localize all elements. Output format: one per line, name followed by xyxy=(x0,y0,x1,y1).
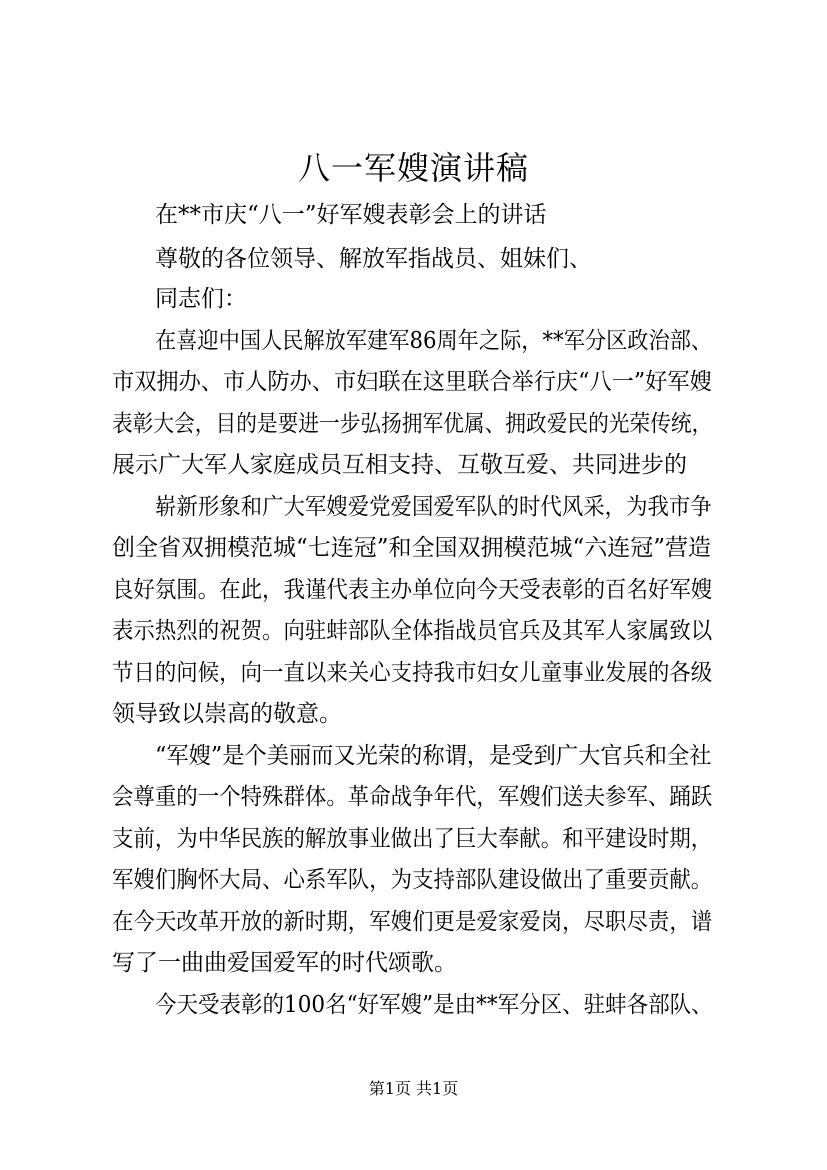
text-line: 写了一曲曲爱国爱军的时代颂歌。 xyxy=(112,950,457,976)
document-title: 八一军嫂演讲稿 xyxy=(297,149,529,187)
text-line: 市双拥办、市人防办、市妇联在这里联合举行庆“八一”好军嫂 xyxy=(112,369,712,395)
text-line: 表示热烈的祝贺。向驻蚌部队全体指战员官兵及其军人家属致以 xyxy=(112,618,713,644)
text-line: “军嫂”是个美丽而又光荣的称谓，是受到广大官兵和全社 xyxy=(155,743,712,769)
text-line: 展示广大军人家庭成员互相支持、互敬互爱、共同进步的 xyxy=(112,452,687,478)
text-line: 会尊重的一个特殊群体。革命战争年代，军嫂们送夫参军、踊跃 xyxy=(112,784,713,810)
page-footer: 第1页 共1页 xyxy=(368,1079,459,1098)
text-line: 节日的问候，向一直以来关心支持我市妇女儿童事业发展的各级 xyxy=(112,660,713,686)
text-line: 今天受表彰的100名“好军嫂”是由**军分区、驻蚌各部队、 xyxy=(155,992,713,1018)
text-line: 表彰大会，目的是要进一步弘扬拥军优属、拥政爱民的光荣传统， xyxy=(112,411,713,437)
text-line: 在喜迎中国人民解放军建军86周年之际，**军分区政治部、 xyxy=(155,328,713,354)
text-line: 尊敬的各位领导、解放军指战员、姐妹们、 xyxy=(155,246,592,272)
text-line: 军嫂们胸怀大局、心系军队，为支持部队建设做出了重要贡献。 xyxy=(112,867,713,893)
text-line: 支前，为中华民族的解放事业做出了巨大奉献。和平建设时期， xyxy=(112,826,713,852)
text-line: 在今天改革开放的新时期，军嫂们更是爱家爱岗，尽职尽责，谱 xyxy=(112,909,713,935)
text-line: 良好氛围。在此，我谨代表主办单位向今天受表彰的百名好军嫂 xyxy=(112,577,713,603)
text-line: 领导致以崇高的敬意。 xyxy=(112,701,342,727)
text-line: 同志们： xyxy=(155,286,247,312)
text-line: 创全省双拥模范城“七连冠”和全国双拥模范城“六连冠”营造 xyxy=(112,535,712,561)
text-line: 在**市庆“八一”好军嫂表彰会上的讲话 xyxy=(155,202,547,228)
text-line: 崭新形象和广大军嫂爱党爱国爱军队的时代风采，为我市争 xyxy=(155,494,712,520)
